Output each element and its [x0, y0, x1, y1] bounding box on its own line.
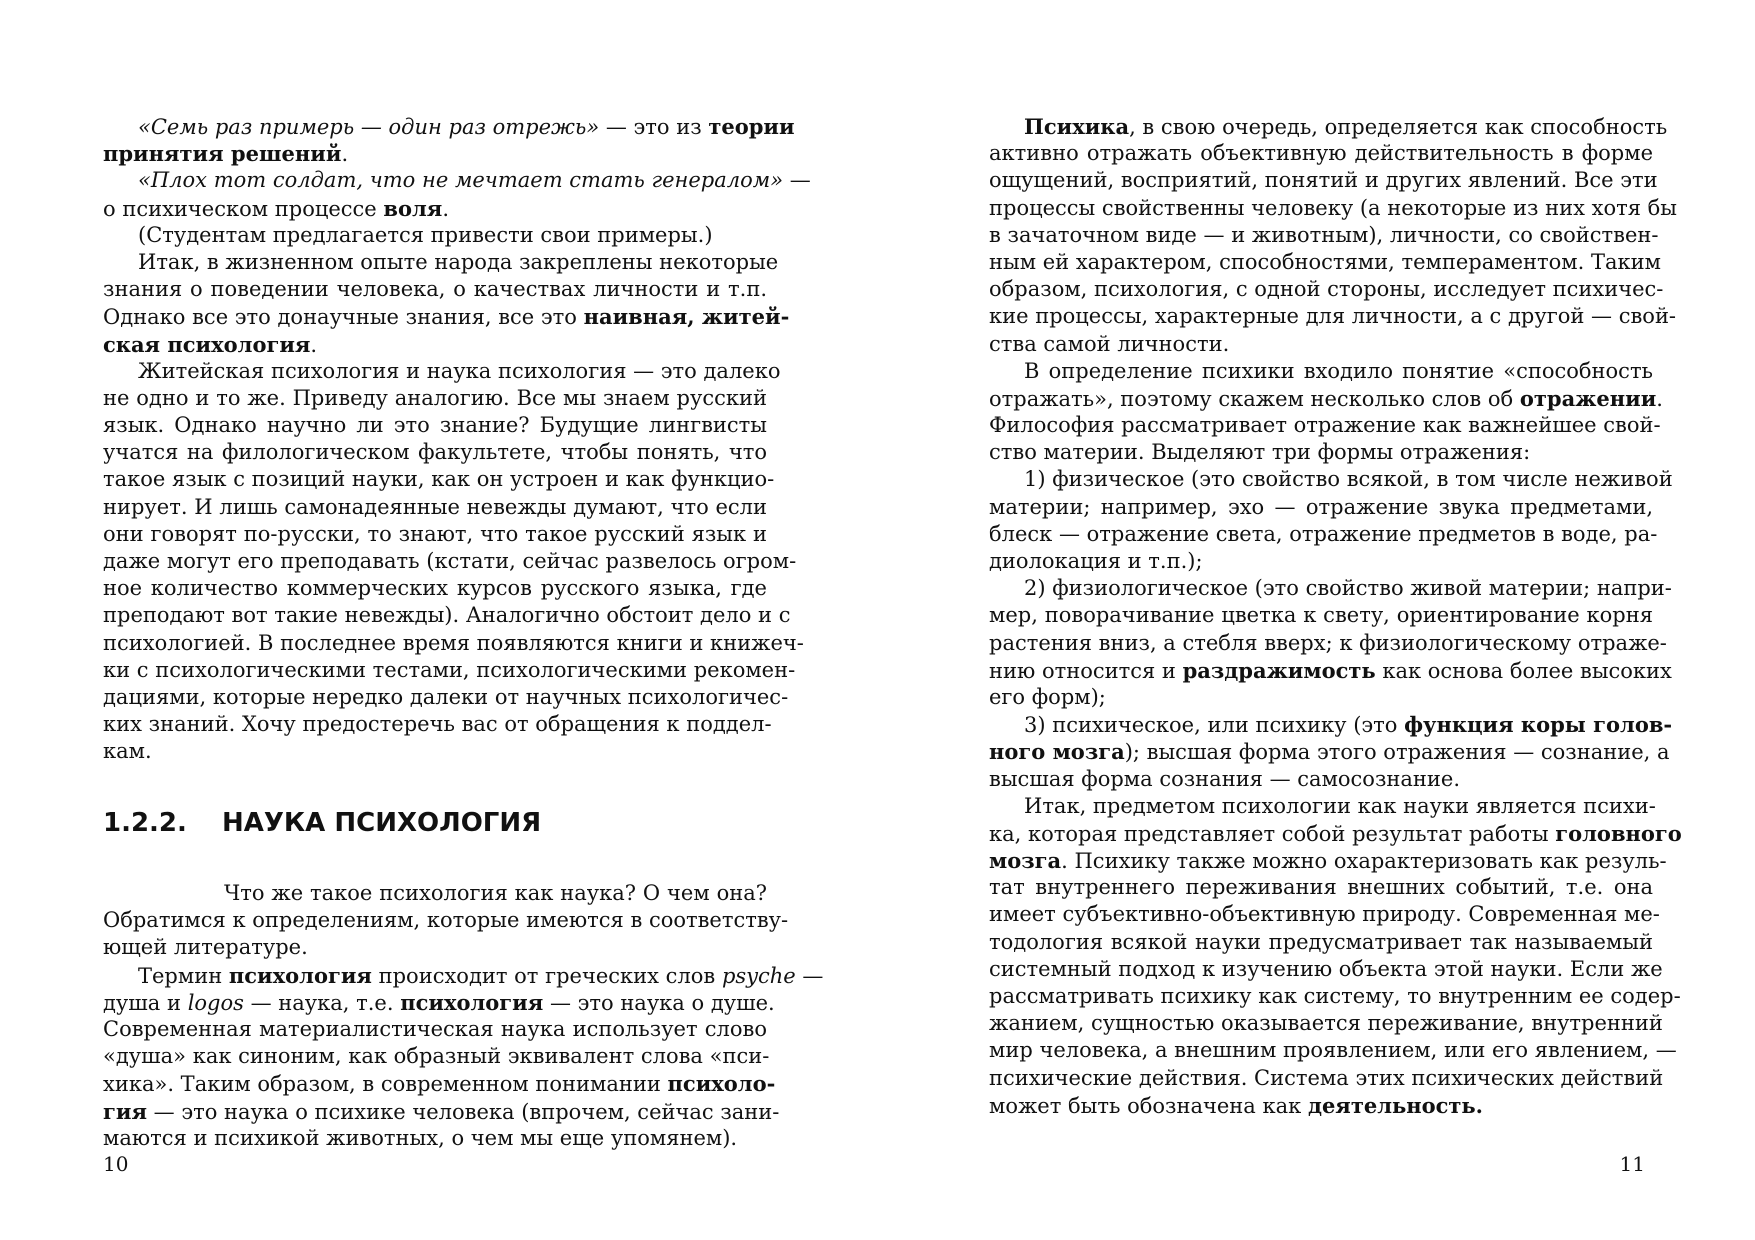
- text-line: [103, 167, 811, 194]
- text-line: [989, 711, 1673, 738]
- text-line: [103, 494, 767, 521]
- text-run: ких знаний. Хочу предостеречь вас от обращения к поддел-: [103, 712, 772, 737]
- text-run: , в свою очередь, определяется как способность: [1129, 115, 1668, 139]
- text-line: [989, 494, 1653, 521]
- text-line: [989, 222, 1659, 249]
- bold-term: принятия решений: [103, 141, 342, 167]
- text-run: учатся на филологическом факультете, чтобы понять, что: [103, 440, 767, 465]
- text-run: тат внутреннего переживания внешних событий, т.е. она: [989, 875, 1653, 900]
- text-run: душа и: [103, 990, 188, 1015]
- left-text-block-2: [103, 880, 824, 1152]
- text-line: [989, 412, 1661, 439]
- text-run: Итак, в жизненном опыте народа закреплены некоторые: [138, 249, 779, 274]
- section-heading: [103, 808, 541, 838]
- text-run: отражать», поэтому скажем несколько слов об: [989, 386, 1520, 411]
- bold-term: теории: [708, 114, 795, 139]
- text-run: жанием, сущностью оказывается переживание, внутренний: [989, 1011, 1663, 1036]
- text-line: [989, 358, 1653, 385]
- text-run: 2) физиологическое (это свойство живой материи; напри-: [1024, 576, 1672, 601]
- text-run: они говорят по-русски, то знают, что такое русский язык и: [103, 521, 767, 546]
- text-line: [103, 276, 767, 303]
- text-line: [103, 738, 767, 765]
- text-run: знания о поведении человека, о качествах личности и т.п.: [103, 277, 767, 302]
- text-line: [103, 412, 767, 439]
- section-title: НАУКА ПСИХОЛОГИЯ: [222, 808, 542, 838]
- section-number: 1.2.2.: [103, 808, 187, 838]
- bold-term: наивная, житей-: [583, 304, 790, 330]
- text-run: .: [310, 332, 318, 357]
- left-page: [0, 0, 877, 1240]
- left-text-block-1: [103, 113, 811, 766]
- bold-term: функция коры голов-: [1404, 712, 1673, 738]
- text-run: ощущений, восприятий, понятий и других явлений. Все эти: [989, 168, 1658, 193]
- bold-term: раздражимость: [1182, 657, 1376, 683]
- text-run: Философия рассматривает отражение как важнейшее свой-: [989, 413, 1661, 438]
- text-run: ное количество коммерческих курсов русского языка, где: [103, 576, 767, 601]
- text-run: ства самой личности.: [989, 331, 1230, 356]
- text-run: растения вниз, а стебля вверх; к физиологическому отраже-: [989, 630, 1667, 655]
- text-run: Термин: [138, 963, 229, 988]
- text-run: имеет субъективно-объективную природу. Современная ме-: [989, 902, 1660, 927]
- text-line: [989, 195, 1677, 222]
- text-run: Что же такое психология как наука? О чем она?: [224, 881, 767, 905]
- text-line: [989, 1010, 1663, 1037]
- italic-text: «Плох тот солдат, что не мечтает стать генералом»: [138, 168, 784, 193]
- text-run: Итак, предметом психологии как науки является психи-: [1024, 793, 1656, 818]
- text-line: [103, 113, 795, 140]
- text-run: кие процессы, характерные для личности, а с другой — свой-: [989, 304, 1677, 329]
- text-line: [989, 657, 1672, 684]
- text-run: такое язык с позиций науки, как он устроен и как функцио-: [103, 467, 775, 492]
- text-line: [103, 602, 791, 629]
- text-run: о психическом процессе: [103, 196, 384, 221]
- text-line: [989, 1092, 1653, 1119]
- text-run: тодология всякой науки предусматривает так называемый: [989, 929, 1653, 954]
- text-run: ка, которая представляет собой результат работы: [989, 821, 1556, 846]
- text-line: [989, 738, 1670, 765]
- text-line: [103, 1125, 767, 1152]
- text-run: Житейская психология и наука психология — это далеко: [138, 358, 781, 383]
- text-run: нию относится и: [989, 658, 1183, 683]
- text-line: [103, 989, 775, 1016]
- text-run: Обратимся к определениям, которые имеются в соответству-: [103, 908, 789, 933]
- bold-term: мозга: [989, 848, 1062, 874]
- text-run: системный подход к изучению объекта этой науки. Если же: [989, 956, 1663, 981]
- text-line: [989, 901, 1660, 928]
- text-line: [103, 907, 789, 934]
- text-line: [989, 847, 1667, 874]
- text-line: [989, 820, 1682, 847]
- text-run: даже могут его преподавать (кстати, сейчас развелось огром-: [103, 549, 797, 573]
- text-line: [103, 521, 767, 548]
- bold-term: психоло-: [667, 1071, 776, 1097]
- text-line: [989, 874, 1653, 901]
- text-run: диолокация и т.п.);: [989, 549, 1203, 573]
- text-run: ); высшая форма этого отражения — сознание, а: [1124, 740, 1670, 765]
- text-run: материи; например, эхо — отражение звука предметами,: [989, 494, 1653, 519]
- text-line: [989, 575, 1672, 602]
- bold-term: деятельность.: [1307, 1092, 1483, 1118]
- text-line: [103, 880, 767, 907]
- text-run: .: [1656, 386, 1663, 411]
- text-line: [103, 548, 797, 575]
- text-run: В определение психики входило понятие «способность: [1024, 358, 1653, 383]
- text-run: как основа более высоких: [1375, 658, 1672, 683]
- text-run: — это наука о душе.: [543, 990, 775, 1015]
- text-line: [103, 1070, 776, 1097]
- text-run: .: [442, 196, 450, 221]
- text-run: Современная материалистическая наука использует слово: [103, 1016, 767, 1041]
- bold-term: гия: [103, 1098, 147, 1124]
- text-line: [989, 793, 1656, 820]
- text-run: .: [341, 142, 349, 167]
- text-run: 1) физическое (это свойство всякой, в том числе неживой: [1024, 467, 1673, 492]
- text-run: не одно и то же. Приведу аналогию. Все мы знаем русский: [103, 385, 767, 410]
- text-line: [103, 711, 772, 738]
- text-line: [989, 140, 1653, 167]
- right-text-block: [989, 113, 1682, 1119]
- text-run: маются и психикой животных, о чем мы еще упомянем).: [103, 1125, 738, 1150]
- text-run: — это из: [599, 115, 709, 139]
- text-line: [103, 439, 767, 466]
- text-line: [989, 331, 1653, 358]
- text-line: [103, 934, 767, 961]
- text-run: —: [783, 168, 811, 193]
- text-run: — это наука о психике человека (впрочем, сейчас зани-: [146, 1099, 780, 1124]
- text-line: [103, 195, 767, 222]
- text-run: может быть обозначена как: [989, 1093, 1308, 1118]
- text-line: [103, 358, 781, 385]
- text-line: [103, 466, 775, 493]
- text-run: . Психику также можно охарактеризовать как резуль-: [1061, 849, 1667, 874]
- text-line: [989, 1037, 1677, 1064]
- text-line: [989, 602, 1653, 629]
- page-number-right: 11: [1619, 1152, 1645, 1176]
- text-line: [103, 1016, 767, 1043]
- text-line: [989, 548, 1653, 575]
- text-line: [989, 956, 1663, 983]
- text-run: язык. Однако научно ли это знание? Будущие лингвисты: [103, 413, 767, 438]
- text-line: [103, 222, 767, 249]
- text-line: [989, 684, 1653, 711]
- text-line: [103, 684, 789, 711]
- text-line: [103, 575, 767, 602]
- text-run: — наука, т.е.: [243, 990, 401, 1015]
- text-run: хика». Таким образом, в современном понимании: [103, 1072, 668, 1097]
- text-run: его форм);: [989, 684, 1106, 709]
- text-line: [103, 1098, 780, 1125]
- text-run: высшая форма сознания — самосознание.: [989, 766, 1461, 791]
- italic-text: psyche: [721, 963, 796, 988]
- italic-text: logos: [187, 990, 244, 1015]
- bold-term: психология: [400, 989, 544, 1015]
- text-line: [103, 385, 767, 412]
- text-run: ющей литературе.: [103, 935, 308, 960]
- text-run: в зачаточном виде — и животным), личности, со свойствен-: [989, 222, 1659, 247]
- text-run: ство материи. Выделяют три формы отражения:: [989, 440, 1531, 465]
- text-line: [103, 630, 804, 657]
- bold-term: ская психология: [103, 331, 311, 357]
- text-line: [989, 385, 1663, 412]
- text-run: активно отражать объективную действительность в форме: [989, 141, 1653, 166]
- text-run: психологией. В последнее время появляются книги и книжеч-: [103, 630, 804, 655]
- text-line: [989, 466, 1673, 493]
- text-run: мер, поворачивание цветка к свету, ориентирование корня: [989, 603, 1653, 628]
- text-run: (Студентам предлагается привести свои примеры.): [138, 222, 713, 247]
- bold-term: Психика: [1024, 114, 1130, 139]
- text-line: [989, 766, 1653, 793]
- text-run: психические действия. Система этих психических действий: [989, 1065, 1664, 1090]
- text-line: [103, 657, 796, 684]
- right-page: [878, 0, 1755, 1240]
- text-line: [103, 962, 824, 989]
- text-run: мир человека, а внешним проявлением, или его явлением, —: [989, 1038, 1677, 1063]
- text-run: блеск — отражение света, отражение предметов в воде, ра-: [989, 521, 1658, 546]
- text-run: нирует. И лишь самонадеянные невежды думают, что если: [103, 494, 767, 519]
- text-line: [103, 303, 790, 330]
- page-number-left: 10: [103, 1152, 129, 1176]
- text-line: [989, 1065, 1664, 1092]
- text-line: [989, 276, 1664, 303]
- text-line: [989, 303, 1677, 330]
- bold-term: ного мозга: [989, 739, 1125, 765]
- text-line: [989, 249, 1661, 276]
- text-line: [989, 521, 1658, 548]
- text-run: рассматривать психику как систему, то внутренним ее содер-: [989, 984, 1681, 1008]
- text-run: преподают вот такие невежды). Аналогично обстоит дело и с: [103, 603, 791, 628]
- text-line: [989, 439, 1653, 466]
- text-run: кам.: [103, 739, 152, 764]
- text-line: [103, 140, 767, 167]
- text-line: [103, 1043, 770, 1070]
- text-run: происходит от греческих слов: [371, 963, 722, 988]
- bold-term: психология: [228, 962, 372, 988]
- text-run: дациями, которые нередко далеки от научных психологичес-: [103, 684, 789, 709]
- italic-text: «Семь раз примерь — один раз отрежь»: [138, 115, 600, 139]
- text-line: [103, 331, 767, 358]
- text-line: [989, 167, 1658, 194]
- text-run: образом, психология, с одной стороны, исследует психичес-: [989, 277, 1664, 302]
- text-line: [989, 983, 1681, 1010]
- text-run: «душа» как синоним, как образный эквивалент слова «пси-: [103, 1044, 770, 1069]
- text-run: —: [795, 963, 824, 988]
- bold-term: отражении: [1519, 385, 1657, 411]
- text-run: 3) психическое, или психику (это: [1024, 713, 1405, 738]
- text-run: процессы свойственны человеку (а некоторые из них хотя бы: [989, 195, 1677, 220]
- text-line: [989, 630, 1667, 657]
- text-line: [989, 929, 1653, 956]
- text-run: ки с психологическими тестами, психологическими рекомен-: [103, 657, 796, 682]
- bold-term: головного: [1555, 820, 1682, 846]
- text-run: ным ей характером, способностями, темпераментом. Таким: [989, 249, 1661, 274]
- bold-term: воля: [383, 195, 443, 221]
- text-line: [989, 113, 1668, 140]
- text-line: [103, 249, 779, 276]
- text-run: Однако все это донаучные знания, все это: [103, 305, 584, 330]
